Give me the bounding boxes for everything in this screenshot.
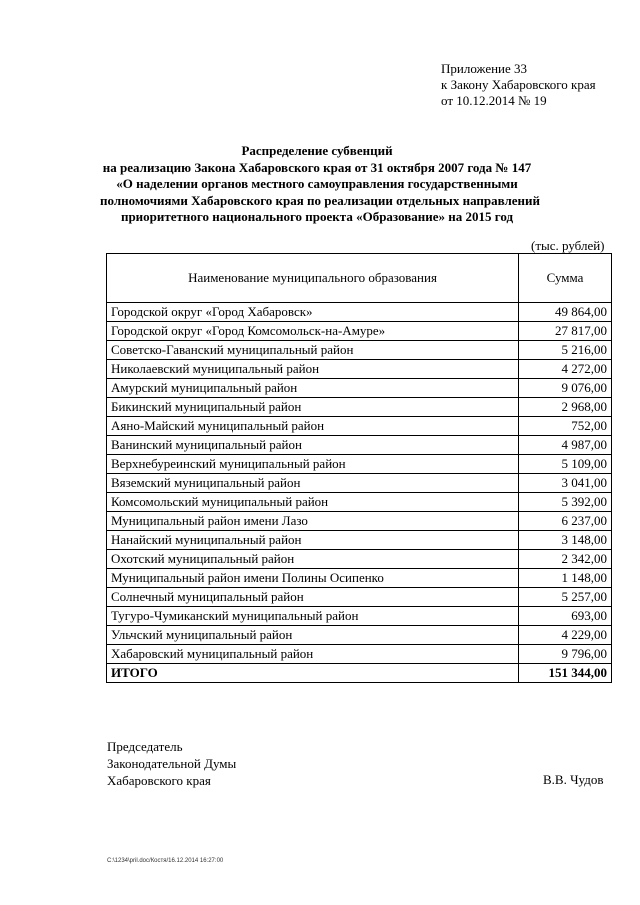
row-sum: 27 817,00 bbox=[519, 322, 612, 341]
table-row bbox=[107, 588, 612, 607]
table-row bbox=[107, 398, 612, 417]
row-name: Ванинский муниципальный район bbox=[107, 436, 519, 455]
row-sum: 49 864,00 bbox=[519, 303, 612, 322]
row-name: Бикинский муниципальный район bbox=[107, 398, 519, 417]
row-sum: 2 342,00 bbox=[519, 550, 612, 569]
row-name: Городской округ «Город Комсомольск-на-Амуре» bbox=[107, 322, 519, 341]
table-row bbox=[107, 322, 612, 341]
file-path-footer: C:\1234\pril.doc/Костя/16.12.2014 16:27:00 bbox=[107, 858, 224, 864]
table-row bbox=[107, 493, 612, 512]
total-label: ИТОГО bbox=[107, 664, 519, 683]
row-sum: 6 237,00 bbox=[519, 512, 612, 531]
table-header-row bbox=[107, 254, 612, 303]
row-name: Муниципальный район имени Лазо bbox=[107, 512, 519, 531]
title-line-2: на реализацию Закона Хабаровского края от 31 октября 2007 года № 147 bbox=[102, 159, 532, 175]
row-name: Ульчский муниципальный район bbox=[107, 626, 519, 645]
row-name: Охотский муниципальный район bbox=[107, 550, 519, 569]
title-line-4: полномочиями Хабаровского края по реализации отдельных направлений bbox=[100, 192, 541, 208]
row-sum: 4 229,00 bbox=[519, 626, 612, 645]
table-row bbox=[107, 341, 612, 360]
row-name: Солнечный муниципальный район bbox=[107, 588, 519, 607]
table-row bbox=[107, 455, 612, 474]
table-row bbox=[107, 607, 612, 626]
signature-title-2: Законодательной Думы bbox=[107, 756, 237, 771]
row-sum: 752,00 bbox=[519, 417, 612, 436]
table-row bbox=[107, 531, 612, 550]
row-name: Советско-Гаванский муниципальный район bbox=[107, 341, 519, 360]
row-name: Верхнебуреинский муниципальный район bbox=[107, 455, 519, 474]
document-title bbox=[100, 143, 541, 226]
row-sum: 9 796,00 bbox=[519, 645, 612, 664]
row-sum: 4 987,00 bbox=[519, 436, 612, 455]
row-sum: 9 076,00 bbox=[519, 379, 612, 398]
row-name: Нанайский муниципальный район bbox=[107, 531, 519, 550]
row-name: Хабаровский муниципальный район bbox=[107, 645, 519, 664]
title-line-5: приоритетного национального проекта «Образование» на 2015 год bbox=[120, 209, 514, 224]
table-row bbox=[107, 474, 612, 493]
total-sum: 151 344,00 bbox=[519, 664, 612, 683]
table-row bbox=[107, 569, 612, 588]
appendix-number: Приложение 33 bbox=[441, 61, 528, 76]
table-row bbox=[107, 645, 612, 664]
table-row bbox=[107, 417, 612, 436]
signer-name: В.В. Чудов bbox=[543, 772, 604, 787]
signature-block bbox=[107, 738, 236, 789]
row-name: Вяземский муниципальный район bbox=[107, 474, 519, 493]
table-row bbox=[107, 379, 612, 398]
table-row bbox=[107, 512, 612, 531]
row-sum: 5 257,00 bbox=[519, 588, 612, 607]
table-row bbox=[107, 360, 612, 379]
table-row bbox=[107, 436, 612, 455]
appendix-law: к Закону Хабаровского края bbox=[441, 77, 596, 92]
row-name: Комсомольский муниципальный район bbox=[107, 493, 519, 512]
row-name: Николаевский муниципальный район bbox=[107, 360, 519, 379]
row-sum: 693,00 bbox=[519, 607, 612, 626]
table-body bbox=[107, 303, 612, 664]
title-line-1: Распределение субвенций bbox=[241, 143, 393, 158]
header-sum: Сумма bbox=[519, 254, 612, 303]
row-name: Муниципальный район имени Полины Осипенко bbox=[107, 569, 519, 588]
signature-title-3: Хабаровского края bbox=[107, 773, 211, 788]
title-line-3: «О наделении органов местного самоуправления государственными bbox=[116, 176, 518, 191]
signature-title-1: Председатель bbox=[107, 739, 183, 754]
row-sum: 3 148,00 bbox=[519, 531, 612, 550]
row-sum: 5 216,00 bbox=[519, 341, 612, 360]
table-row bbox=[107, 626, 612, 645]
row-sum: 2 968,00 bbox=[519, 398, 612, 417]
total-row bbox=[107, 664, 612, 683]
row-sum: 4 272,00 bbox=[519, 360, 612, 379]
row-name: Аяно-Майский муниципальный район bbox=[107, 417, 519, 436]
row-sum: 1 148,00 bbox=[519, 569, 612, 588]
row-sum: 5 109,00 bbox=[519, 455, 612, 474]
row-name: Тугуро-Чумиканский муниципальный район bbox=[107, 607, 519, 626]
table-row bbox=[107, 550, 612, 569]
table-row bbox=[107, 303, 612, 322]
row-sum: 3 041,00 bbox=[519, 474, 612, 493]
row-name: Амурский муниципальный район bbox=[107, 379, 519, 398]
row-sum: 5 392,00 bbox=[519, 493, 612, 512]
header-name: Наименование муниципального образования bbox=[107, 254, 519, 303]
appendix-date: от 10.12.2014 № 19 bbox=[441, 93, 547, 108]
row-name: Городской округ «Город Хабаровск» bbox=[107, 303, 519, 322]
subvention-table bbox=[106, 253, 612, 683]
units-label: (тыс. рублей) bbox=[531, 238, 605, 253]
appendix-header bbox=[441, 61, 596, 109]
